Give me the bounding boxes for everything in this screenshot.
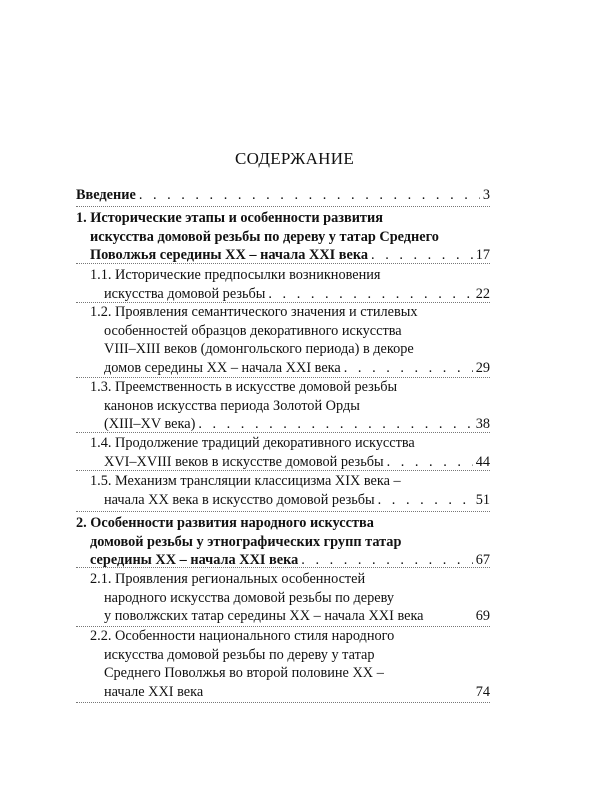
- toc-divider: [76, 702, 490, 703]
- toc-page-number: 74: [475, 683, 490, 700]
- toc-title: СОДЕРЖАНИЕ: [234, 149, 355, 168]
- toc-entry-title-end: домов середины XX – начала XXI века: [104, 359, 341, 376]
- toc-entry-section-1-2: [90, 303, 490, 377]
- toc-entry-section-1-1: [90, 266, 490, 303]
- toc-entry-title-end: середины XX – начала XXI века: [90, 552, 299, 569]
- toc-entry-line: канонов искусства периода Золотой Орды: [104, 397, 360, 414]
- toc-entry-chapter-2: [76, 514, 490, 570]
- toc-entry-line: 1.5. Механизм трансляции классицизма XIX века –: [90, 473, 401, 489]
- toc-entry-line: VIII–XIII веков (домонгольского периода) в декоре: [104, 341, 414, 358]
- toc-page-number: 22: [475, 285, 490, 302]
- toc-entry-title-end: начале XXI века: [104, 683, 204, 700]
- toc-page-number: 29: [475, 359, 490, 376]
- toc-entry-line: народного искусства домовой резьбы по дереву: [104, 589, 395, 606]
- toc-divider: [76, 470, 490, 471]
- toc-entry-line: 1.2. Проявления семантического значения и стилевых: [90, 304, 418, 320]
- toc-entry-chapter-1: [76, 209, 490, 265]
- dot-leader: [344, 359, 473, 378]
- toc-divider: [76, 263, 490, 264]
- toc-page-number: 51: [475, 491, 490, 508]
- toc-page-number: 69: [475, 608, 490, 625]
- toc-entry-line: 1.1. Исторические предпосылки возникновения: [90, 267, 381, 283]
- toc-page-number: 3: [482, 187, 490, 203]
- dot-leader: [198, 415, 472, 434]
- toc-divider: [76, 206, 490, 207]
- dot-leader: [387, 453, 473, 472]
- dot-leader: [139, 186, 480, 205]
- toc-entry-section-2-1: [90, 570, 490, 626]
- toc-entry-line: 2.2. Особенности национального стиля народного: [90, 628, 395, 644]
- toc-page-number: 44: [475, 453, 490, 470]
- toc-entry-line: 2. Особенности развития народного искусства: [76, 515, 374, 531]
- toc-entry-section-1-5: [90, 472, 490, 509]
- toc-entry-line: 1.3. Преемственность в искусстве домовой резьбы: [90, 379, 398, 395]
- toc-entry-line: Среднего Поволжья во второй половине XX –: [104, 665, 384, 682]
- toc-entry-line: 2.1. Проявления региональных особенностей: [90, 571, 366, 587]
- toc-entry-line: домовой резьбы у этнографических групп татар: [90, 533, 402, 550]
- toc-page-number: 38: [475, 416, 490, 433]
- dot-leader: [371, 246, 473, 265]
- toc-entry-title-end: начала XX века в искусство домовой резьбы: [104, 491, 375, 508]
- toc-entry-title-end: искусства домовой резьбы: [104, 285, 266, 302]
- toc-page-number: 17: [475, 247, 490, 264]
- toc-entry-title-end: Поволжья середины XX – начала XXI века: [90, 247, 369, 264]
- toc-divider: [76, 432, 490, 433]
- toc-entry-title-end: у поволжских татар середины XX – начала XXI века: [104, 608, 424, 625]
- toc-entry-title-end: XVI–XVIII веков в искусстве домовой резьбы: [104, 453, 384, 470]
- toc-divider: [76, 567, 490, 568]
- dot-leader: [268, 285, 472, 304]
- toc-entry-line: 1. Исторические этапы и особенности развития: [76, 210, 383, 226]
- toc-entry-title-end: (XIII–XV века): [104, 416, 196, 433]
- toc-entry-line: искусства домовой резьбы по дереву у татар Среднего: [90, 228, 439, 245]
- toc-entry-line: искусства домовой резьбы по дереву у татар: [104, 646, 375, 663]
- toc-divider: [76, 511, 490, 512]
- toc-entry-section-1-4: [90, 434, 490, 471]
- toc-entry-title: Введение: [76, 187, 136, 203]
- dot-leader: [378, 491, 473, 510]
- toc-entry-section-1-3: [90, 378, 490, 434]
- toc-entry-line: 1.4. Продолжение традиций декоративного искусства: [90, 435, 415, 451]
- toc-page-number: 67: [475, 552, 490, 569]
- toc-entry-line: особенностей образцов декоративного искусства: [104, 322, 402, 339]
- toc-entry-introduction: [76, 186, 490, 205]
- toc-entry-section-2-2: [90, 627, 490, 701]
